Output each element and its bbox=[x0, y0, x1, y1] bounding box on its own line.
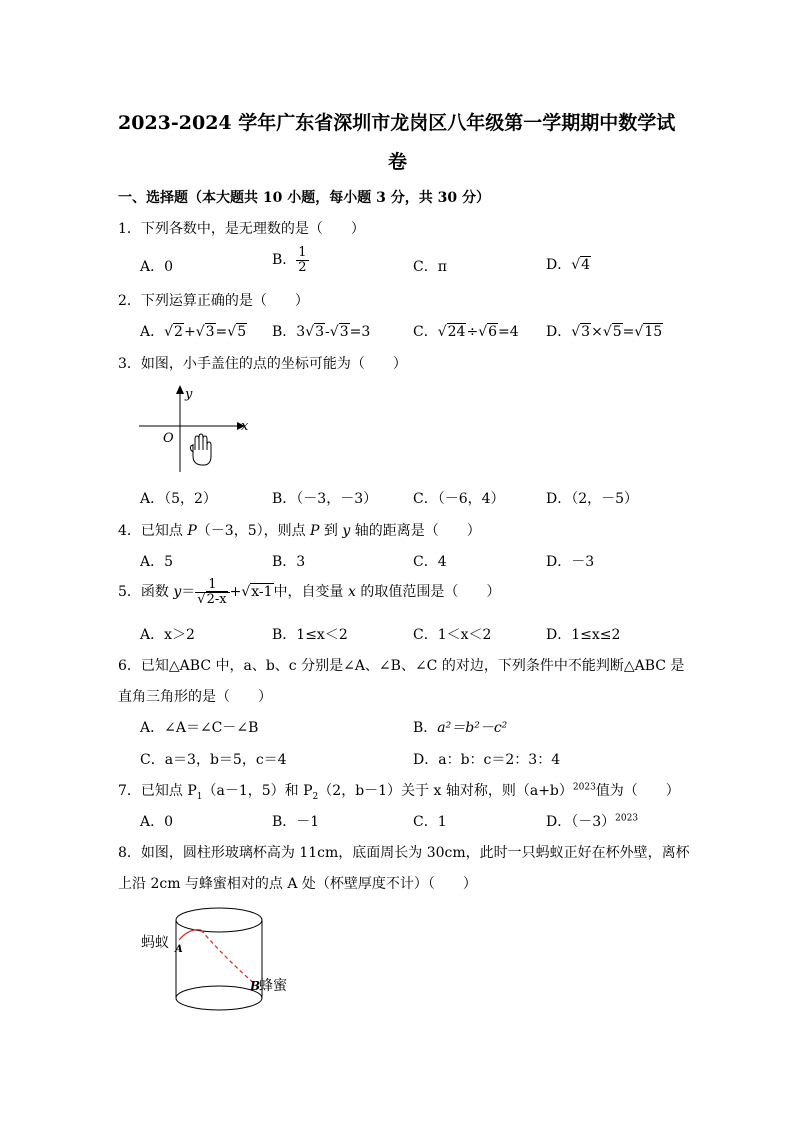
q1-option-a: A．0 bbox=[140, 259, 174, 275]
subscript: 2 bbox=[312, 791, 319, 802]
q3-option-c: C．（－6，4） bbox=[413, 491, 505, 507]
q7-option-b: B．－1 bbox=[272, 814, 320, 830]
q4-stem-part: 到 bbox=[319, 523, 343, 539]
operator: = bbox=[215, 324, 228, 340]
q2-c-prefix: C． bbox=[413, 324, 438, 340]
question-4-stem bbox=[118, 520, 481, 540]
q5-stem-part: 中，自变量 bbox=[273, 584, 348, 601]
subscript: 1 bbox=[196, 791, 203, 802]
numerator: 1 bbox=[195, 578, 229, 593]
sqrt-icon: √ bbox=[437, 324, 447, 340]
radicand: 3 bbox=[581, 324, 591, 340]
sqrt-icon: √ bbox=[241, 584, 251, 601]
sqrt-icon: √ bbox=[478, 324, 488, 340]
cylinder-figure bbox=[135, 900, 305, 1025]
q1-option-c: C．π bbox=[413, 259, 447, 275]
question-6-stem-line1: 6．已知△ABC 中，a、b、c 分别是∠A、∠B、∠C 的对边，下列条件中不能判断△ABC 是 bbox=[118, 658, 685, 674]
question-8-stem-line2: 上沿 2cm 与蜂蜜相对的点 A 处（杯壁厚度不计）（ ） bbox=[118, 876, 477, 892]
q4-stem-part: （－3，5），则点 bbox=[196, 523, 311, 539]
q5-option-b: B．1≤x＜2 bbox=[272, 627, 348, 643]
q4-stem-part: 轴的距离是（ ） bbox=[350, 523, 481, 539]
var-p: P bbox=[187, 523, 197, 539]
cylinder-top bbox=[176, 908, 262, 932]
q7-option-a: A．0 bbox=[140, 814, 174, 830]
y-axis-arrow-icon bbox=[176, 385, 184, 394]
question-7-stem bbox=[118, 780, 680, 802]
operator: + bbox=[183, 324, 196, 340]
radicand: 6 bbox=[488, 324, 498, 340]
sqrt-icon: √ bbox=[571, 257, 581, 273]
q5-eq: ＝ bbox=[181, 584, 196, 601]
radicand: 24 bbox=[447, 324, 466, 340]
q2-option-c bbox=[413, 321, 519, 341]
sqrt-icon: √ bbox=[305, 324, 315, 340]
radicand: x-1 bbox=[251, 584, 273, 601]
q4-option-b: B．3 bbox=[272, 554, 306, 570]
radicand: 5 bbox=[612, 324, 622, 340]
q3-option-a: A．（5，2） bbox=[140, 491, 217, 507]
point-b-label: B bbox=[250, 979, 261, 993]
var-x: x bbox=[347, 584, 356, 601]
sqrt-icon: √ bbox=[329, 324, 339, 340]
exponent: 2023 bbox=[572, 782, 596, 793]
q4-stem-part: 4．已知点 bbox=[118, 523, 188, 539]
y-axis-label: y bbox=[185, 387, 193, 402]
q4-option-c: C．4 bbox=[413, 554, 447, 570]
q5-option-a: A．x＞2 bbox=[140, 627, 195, 643]
q2-a-prefix: A． bbox=[140, 324, 165, 340]
cylinder-bottom bbox=[176, 998, 262, 1010]
sqrt-icon: √ bbox=[197, 591, 206, 607]
q2-option-b bbox=[272, 321, 370, 341]
var-p: P bbox=[310, 523, 320, 539]
q2-option-a bbox=[140, 321, 247, 341]
sqrt-icon: √ bbox=[227, 324, 237, 340]
q5-option-d: D．1≤x≤2 bbox=[546, 627, 621, 643]
q6-option-c: C．a＝3，b＝5，c＝4 bbox=[140, 752, 287, 768]
q1-option-b bbox=[272, 246, 309, 274]
operator: × bbox=[591, 324, 603, 340]
q7-d-prefix: D．（－3） bbox=[546, 814, 616, 830]
radicand: 3 bbox=[315, 324, 325, 340]
sqrt-icon: √ bbox=[164, 324, 174, 340]
question-6-stem-line2: 直角三角形的是（ ） bbox=[118, 689, 272, 705]
operator: + bbox=[229, 584, 242, 601]
sqrt-icon: √ bbox=[602, 324, 612, 340]
q6-option-d: D．a：b：c＝2：3：4 bbox=[413, 752, 561, 768]
numerator: 1 bbox=[298, 245, 307, 260]
q1-option-b-prefix: B． bbox=[272, 252, 297, 269]
q1-option-d-prefix: D． bbox=[546, 257, 572, 273]
ant-label: 蚂蚁 bbox=[141, 935, 169, 951]
q7-stem-part: （a－1，5）和 P bbox=[202, 783, 313, 799]
radicand: 3 bbox=[339, 324, 349, 340]
ant-path-solid bbox=[179, 930, 201, 940]
question-5-stem bbox=[118, 578, 500, 606]
q6-b-expression: a²＝b²－c² bbox=[437, 720, 508, 736]
q3-option-d: D．（2，－5） bbox=[546, 491, 639, 507]
exponent: 2023 bbox=[615, 813, 639, 824]
q7-stem-part: 7．已知点 P bbox=[118, 783, 197, 799]
denominator: 2 bbox=[298, 259, 307, 275]
q7-option-d bbox=[546, 811, 638, 831]
section-header: 一、选择题（本大题共 10 小题，每小题 3 分，共 30 分） bbox=[118, 190, 490, 206]
fraction bbox=[296, 246, 308, 274]
q2-option-d bbox=[546, 321, 663, 341]
q6-b-prefix: B． bbox=[413, 720, 438, 736]
radicand: 2 bbox=[174, 324, 183, 340]
origin-label: O bbox=[163, 431, 174, 446]
fraction bbox=[195, 578, 229, 606]
radicand: 3 bbox=[205, 324, 215, 340]
coordinate-figure bbox=[135, 382, 260, 477]
q1-option-d bbox=[546, 254, 591, 274]
q6-option-b bbox=[413, 717, 507, 737]
question-8-stem-line1: 8．如图，圆柱形玻璃杯高为 11cm，底面周长为 30cm，此时一只蚂蚁正好在杯外壁，离杯 bbox=[118, 845, 690, 861]
x-axis-label: x bbox=[241, 419, 249, 434]
q5-stem-part: 的取值范围是（ ） bbox=[355, 584, 501, 601]
var-y: y bbox=[342, 523, 351, 539]
radicand: 4 bbox=[581, 257, 591, 273]
honey-label: 蜂蜜 bbox=[259, 978, 287, 994]
q7-stem-part: （2，b－1）关于 x 轴对称，则（a+b） bbox=[318, 783, 573, 799]
page-title-continued: 卷 bbox=[388, 151, 408, 173]
q7-stem-part: 值为（ ） bbox=[595, 783, 680, 799]
point-a-label: A bbox=[175, 944, 183, 955]
q2-d-prefix: D． bbox=[546, 324, 572, 340]
radicand: 15 bbox=[644, 324, 663, 340]
var-y: y bbox=[173, 584, 182, 601]
question-1-stem: 1．下列各数中，是无理数的是（ ） bbox=[118, 221, 365, 237]
denominator bbox=[195, 593, 229, 607]
page-title: 2023-2024 学年广东省深圳市龙岗区八年级第一学期期中数学试 bbox=[118, 112, 676, 134]
q4-option-a: A．5 bbox=[140, 554, 174, 570]
q3-option-b: B．（－3，－3） bbox=[272, 491, 378, 507]
operator: ÷ bbox=[466, 324, 479, 340]
q6-option-a: A．∠A＝∠C－∠B bbox=[140, 720, 259, 736]
sqrt-icon: √ bbox=[634, 324, 644, 340]
ant-path-dashed bbox=[201, 930, 255, 984]
question-2-stem: 2．下列运算正确的是（ ） bbox=[118, 293, 309, 309]
q5-option-c: C．1＜x＜2 bbox=[413, 627, 492, 643]
operator: = bbox=[622, 324, 635, 340]
hand-icon bbox=[190, 434, 211, 465]
radicand: 5 bbox=[237, 324, 247, 340]
q2-b-prefix: B．3 bbox=[272, 324, 306, 340]
result: =3 bbox=[349, 324, 371, 340]
question-3-stem: 3．如图，小手盖住的点的坐标可能为（ ） bbox=[118, 356, 407, 372]
sqrt-icon: √ bbox=[571, 324, 581, 340]
result: =4 bbox=[498, 324, 519, 340]
q7-option-c: C．1 bbox=[413, 814, 447, 830]
radicand: 2-x bbox=[206, 591, 227, 607]
operator: - bbox=[325, 324, 330, 340]
q4-option-d: D．－3 bbox=[546, 554, 595, 570]
sqrt-icon: √ bbox=[195, 324, 205, 340]
q5-stem-part: 5．函数 bbox=[118, 584, 174, 601]
